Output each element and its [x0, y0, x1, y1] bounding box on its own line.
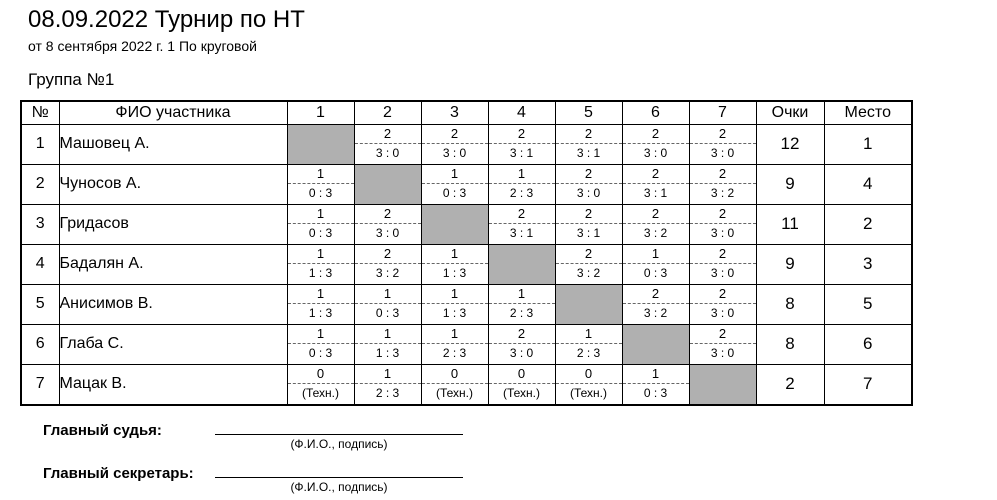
result-cell: 0 (Техн.) [421, 364, 488, 405]
result-cell: 1 2 : 3 [555, 324, 622, 364]
secretary-signature-row [43, 463, 997, 496]
result-cell: 0 (Техн.) [287, 364, 354, 405]
result-cell: 1 0 : 3 [622, 364, 689, 405]
result-cell: 2 3 : 0 [421, 124, 488, 164]
results-table [20, 100, 913, 406]
signature-caption: (Ф.И.О., подпись) [290, 479, 388, 494]
table-row [21, 364, 912, 405]
result-cell: 2 3 : 0 [689, 124, 756, 164]
result-cell: 0 (Техн.) [488, 364, 555, 405]
result-cell: 1 2 : 3 [488, 164, 555, 204]
diagonal-cell [354, 164, 421, 204]
result-cell: 2 3 : 1 [488, 124, 555, 164]
result-cell: 1 0 : 3 [287, 324, 354, 364]
result-cell: 2 3 : 0 [689, 324, 756, 364]
signature-footer [43, 420, 997, 496]
header-round-5: 5 [555, 101, 622, 125]
result-cell: 1 1 : 3 [421, 284, 488, 324]
result-cell: 2 3 : 1 [488, 204, 555, 244]
result-cell: 1 0 : 3 [287, 204, 354, 244]
player-name: Глаба С. [59, 324, 287, 364]
result-cell: 1 0 : 3 [421, 164, 488, 204]
header-points: Очки [756, 101, 824, 125]
row-number: 7 [21, 364, 59, 405]
result-cell: 2 3 : 2 [622, 284, 689, 324]
result-cell: 2 3 : 0 [622, 124, 689, 164]
result-cell: 1 2 : 3 [354, 364, 421, 405]
points-cell: 8 [756, 284, 824, 324]
header-round-4: 4 [488, 101, 555, 125]
result-cell: 2 3 : 0 [689, 204, 756, 244]
result-cell: 1 0 : 3 [622, 244, 689, 284]
points-cell: 12 [756, 124, 824, 164]
row-number: 5 [21, 284, 59, 324]
header-round-2: 2 [354, 101, 421, 125]
result-cell: 0 (Техн.) [555, 364, 622, 405]
judge-signature-line [215, 420, 463, 435]
signature-caption: (Ф.И.О., подпись) [290, 436, 388, 451]
table-row [21, 244, 912, 284]
judge-label: Главный судья: [43, 421, 162, 439]
diagonal-cell [287, 124, 354, 164]
result-cell: 1 1 : 3 [354, 324, 421, 364]
place-cell: 1 [824, 124, 912, 164]
diagonal-cell [555, 284, 622, 324]
group-label: Группа №1 [28, 69, 115, 89]
diagonal-cell [421, 204, 488, 244]
result-cell: 2 3 : 2 [354, 244, 421, 284]
row-number: 3 [21, 204, 59, 244]
document-header [0, 0, 997, 90]
header-row [21, 101, 912, 125]
row-number: 6 [21, 324, 59, 364]
diagonal-cell [488, 244, 555, 284]
player-name: Машовец А. [59, 124, 287, 164]
result-cell: 1 0 : 3 [354, 284, 421, 324]
player-name: Мацак В. [59, 364, 287, 405]
result-cell: 2 3 : 1 [622, 164, 689, 204]
header-round-1: 1 [287, 101, 354, 125]
row-number: 2 [21, 164, 59, 204]
player-name: Анисимов В. [59, 284, 287, 324]
result-cell: 2 3 : 0 [354, 124, 421, 164]
place-cell: 2 [824, 204, 912, 244]
header-round-6: 6 [622, 101, 689, 125]
header-number: № [21, 101, 59, 125]
row-number: 4 [21, 244, 59, 284]
points-cell: 9 [756, 164, 824, 204]
result-cell: 2 3 : 0 [689, 244, 756, 284]
page-subtitle: от 8 сентября 2022 г. 1 По круговой [28, 37, 257, 54]
player-name: Гридасов [59, 204, 287, 244]
result-cell: 2 3 : 0 [555, 164, 622, 204]
secretary-signature-line [215, 463, 463, 478]
place-cell: 4 [824, 164, 912, 204]
place-cell: 7 [824, 364, 912, 405]
points-cell: 11 [756, 204, 824, 244]
diagonal-cell [622, 324, 689, 364]
points-cell: 2 [756, 364, 824, 405]
header-place: Место [824, 101, 912, 125]
table-row [21, 124, 912, 164]
result-cell: 2 3 : 2 [555, 244, 622, 284]
result-cell: 1 2 : 3 [488, 284, 555, 324]
result-cell: 2 3 : 2 [622, 204, 689, 244]
judge-signature-row [43, 420, 997, 453]
points-cell: 8 [756, 324, 824, 364]
table-row [21, 204, 912, 244]
table-row [21, 324, 912, 364]
diagonal-cell [689, 364, 756, 405]
result-cell: 1 1 : 3 [287, 244, 354, 284]
points-cell: 9 [756, 244, 824, 284]
result-cell: 2 3 : 2 [689, 164, 756, 204]
place-cell: 6 [824, 324, 912, 364]
player-name: Бадалян А. [59, 244, 287, 284]
table-row [21, 164, 912, 204]
table-row [21, 284, 912, 324]
row-number: 1 [21, 124, 59, 164]
place-cell: 5 [824, 284, 912, 324]
result-cell: 2 3 : 0 [488, 324, 555, 364]
player-name: Чуносов А. [59, 164, 287, 204]
result-cell: 1 2 : 3 [421, 324, 488, 364]
result-cell: 1 0 : 3 [287, 164, 354, 204]
result-cell: 2 3 : 0 [354, 204, 421, 244]
header-round-7: 7 [689, 101, 756, 125]
result-cell: 1 1 : 3 [287, 284, 354, 324]
result-cell: 2 3 : 1 [555, 204, 622, 244]
result-cell: 2 3 : 1 [555, 124, 622, 164]
result-cell: 2 3 : 0 [689, 284, 756, 324]
header-round-3: 3 [421, 101, 488, 125]
result-cell: 1 1 : 3 [421, 244, 488, 284]
page-title: 08.09.2022 Турнир по НТ [28, 6, 305, 33]
header-name: ФИО участника [59, 101, 287, 125]
place-cell: 3 [824, 244, 912, 284]
secretary-label: Главный секретарь: [43, 464, 194, 482]
